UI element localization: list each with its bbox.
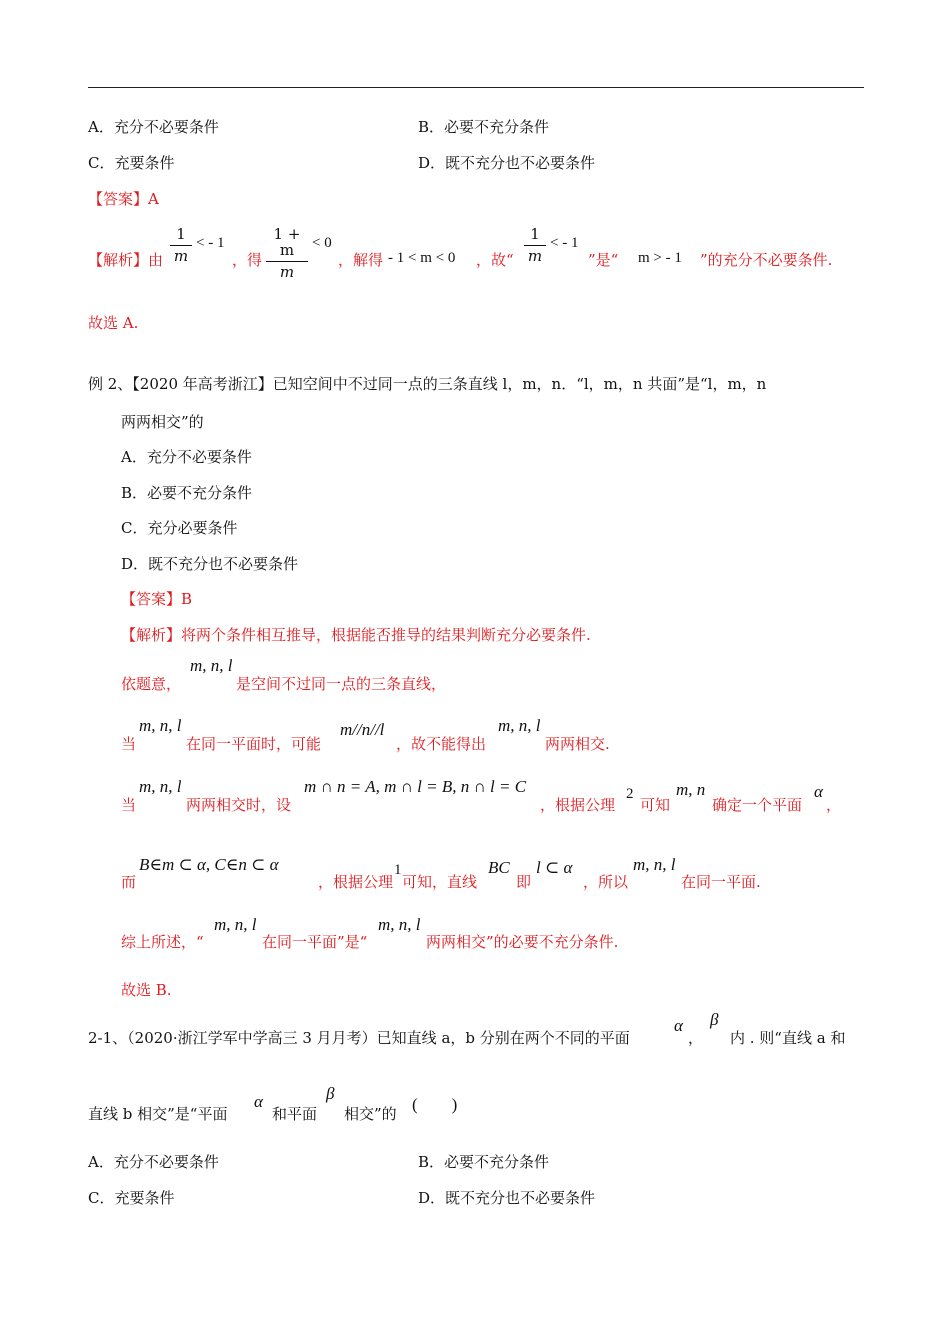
q21-line2-mid: 和平面 bbox=[272, 1105, 318, 1123]
ex2-r4-mid4: ，所以 bbox=[583, 873, 629, 891]
ex2-answer: 【答案】B bbox=[121, 590, 193, 608]
ex2-r3-math3: m, n bbox=[676, 780, 706, 799]
q1-analysis-so: ，故“ bbox=[476, 251, 514, 269]
q1-conclusion: 故选 A. bbox=[88, 314, 139, 332]
fraction-numerator: 1 + m bbox=[273, 225, 301, 259]
ex2-r4-post: 在同一平面. bbox=[681, 873, 761, 891]
q21-option-c: C．充要条件 bbox=[88, 1189, 175, 1207]
ex2-r4-math3: l ⊂ α bbox=[536, 858, 573, 877]
q1-analysis-solve: ，解得 bbox=[338, 251, 384, 269]
ex2-analysis-intro: 【解析】将两个条件相互推导，根据能否推导的结果判断充分必要条件. bbox=[121, 626, 591, 644]
fraction-numerator: 1 bbox=[176, 225, 186, 243]
ex2-r5-math2: m, n, l bbox=[378, 915, 421, 934]
q21-option-b: B．必要不充分条件 bbox=[418, 1153, 550, 1171]
ex2-r3-axiom-number: 2 bbox=[626, 786, 634, 802]
q1-analysis-prefix: 【解析】由 bbox=[88, 251, 164, 269]
ex2-r2-post: 两两相交. bbox=[545, 735, 610, 753]
q1-analysis-is: ”是“ bbox=[588, 251, 619, 269]
ex2-r3-mid2: ，根据公理 bbox=[540, 796, 616, 814]
q21-line2-mid2: 相交”的 bbox=[344, 1105, 397, 1123]
ex2-option-d: D．既不充分也不必要条件 bbox=[121, 555, 299, 573]
ex2-r1-math: m, n, l bbox=[190, 656, 233, 675]
ex2-r3-mid1: 两两相交时，设 bbox=[186, 796, 292, 814]
q1-condition: m > - 1 bbox=[638, 250, 682, 266]
ex2-r4-mid3: 即 bbox=[516, 873, 532, 891]
ex2-r2-mid2: ，故不能得出 bbox=[396, 735, 487, 753]
fraction-numerator: 1 bbox=[530, 225, 540, 243]
q21-answer-blank: ( ) bbox=[412, 1095, 458, 1114]
q1-range: - 1 < m < 0 bbox=[388, 250, 456, 266]
ex2-r5-post: 两两相交”的必要不充分条件. bbox=[426, 933, 619, 951]
q1-fraction-1 bbox=[170, 226, 192, 264]
ex2-r1-pre: 依题意， bbox=[121, 675, 182, 693]
q21-line1-pre: 2-1、（2020·浙江学军中学高三 3 月月考）已知直线 a，b 分别在两个不同的平面 bbox=[88, 1029, 630, 1047]
q1-option-c: C．充要条件 bbox=[88, 154, 175, 172]
ex2-r3-mid3: 可知 bbox=[640, 796, 671, 814]
ex2-r4-mid2: 可知，直线 bbox=[402, 873, 478, 891]
ex2-r4-mid1: ，根据公理 bbox=[318, 873, 394, 891]
ex2-option-b: B．必要不充分条件 bbox=[121, 484, 253, 502]
q21-line1-beta: β bbox=[710, 1010, 719, 1029]
ex2-r2-pre: 当 bbox=[121, 735, 137, 753]
ex2-r2-math1: m, n, l bbox=[139, 716, 182, 735]
fraction-denominator: m bbox=[279, 263, 295, 281]
ex2-r5-mid1: 在同一平面”是“ bbox=[262, 933, 368, 951]
q1-analysis-sep: ，得 bbox=[232, 251, 263, 269]
q1-option-d: D．既不充分也不必要条件 bbox=[418, 154, 596, 172]
ex2-r4-math4: m, n, l bbox=[633, 855, 676, 874]
q21-option-d: D．既不充分也不必要条件 bbox=[418, 1189, 596, 1207]
ex2-question-line1: 例 2、【2020 年高考浙江】已知空间中不过同一点的三条直线 l，m，n．“l，m，n 共面”是“l，m，n bbox=[88, 375, 767, 393]
q21-option-a: A．充分不必要条件 bbox=[88, 1153, 219, 1171]
ex2-option-a: A．充分不必要条件 bbox=[121, 448, 252, 466]
q21-line1-post: 内 . 则“直线 a 和 bbox=[730, 1029, 846, 1047]
header-rule bbox=[88, 87, 864, 88]
q1-answer: 【答案】A bbox=[88, 190, 159, 208]
ex2-r4-axiom-number: 1 bbox=[394, 862, 402, 878]
q1-option-a: A．充分不必要条件 bbox=[88, 118, 219, 136]
q1-fraction-2 bbox=[266, 226, 308, 280]
ex2-r4-math1: B∈m ⊂ α, C∈n ⊂ α bbox=[139, 855, 279, 874]
ex2-r4-math2: BC bbox=[488, 858, 510, 877]
q1-option-b: B．必要不充分条件 bbox=[418, 118, 550, 136]
ex2-r4-pre: 而 bbox=[121, 873, 137, 891]
ex2-option-c: C．充分必要条件 bbox=[121, 519, 238, 537]
ex2-r2-mid1: 在同一平面时，可能 bbox=[186, 735, 322, 753]
q21-line2-pre: 直线 b 相交”是“平面 bbox=[88, 1105, 228, 1123]
ex2-conclusion: 故选 B. bbox=[121, 981, 172, 999]
ex2-r3-math2: m ∩ n = A, m ∩ l = B, n ∩ l = C bbox=[304, 777, 527, 796]
q1-analysis-tail: ”的充分不必要条件. bbox=[700, 251, 833, 269]
q21-line1-comma: ， bbox=[688, 1029, 704, 1047]
fraction-denominator: m bbox=[173, 247, 189, 265]
ex2-r2-math2: m//n//l bbox=[340, 720, 385, 739]
q21-line1-alpha: α bbox=[674, 1016, 683, 1035]
ex2-r2-math3: m, n, l bbox=[498, 716, 541, 735]
ex2-r3-pre: 当 bbox=[121, 796, 137, 814]
q21-line2-alpha: α bbox=[254, 1092, 263, 1111]
ex2-r5-pre: 综上所述，“ bbox=[121, 933, 204, 951]
ex2-r1-post: 是空间不过同一点的三条直线， bbox=[236, 675, 447, 693]
q1-fraction-3 bbox=[524, 226, 546, 264]
q21-line2-beta: β bbox=[326, 1084, 335, 1103]
q1-inequality-2: < 0 bbox=[312, 235, 332, 251]
ex2-r3-post: ， bbox=[826, 796, 842, 814]
fraction-denominator: m bbox=[527, 247, 543, 265]
ex2-r5-math1: m, n, l bbox=[214, 915, 257, 934]
q1-inequality-3: < - 1 bbox=[550, 235, 579, 251]
ex2-r3-alpha: α bbox=[814, 782, 823, 801]
q1-inequality-1: < - 1 bbox=[196, 235, 225, 251]
ex2-question-line2: 两两相交”的 bbox=[121, 413, 204, 431]
ex2-r3-math1: m, n, l bbox=[139, 777, 182, 796]
ex2-r3-mid4: 确定一个平面 bbox=[712, 796, 803, 814]
